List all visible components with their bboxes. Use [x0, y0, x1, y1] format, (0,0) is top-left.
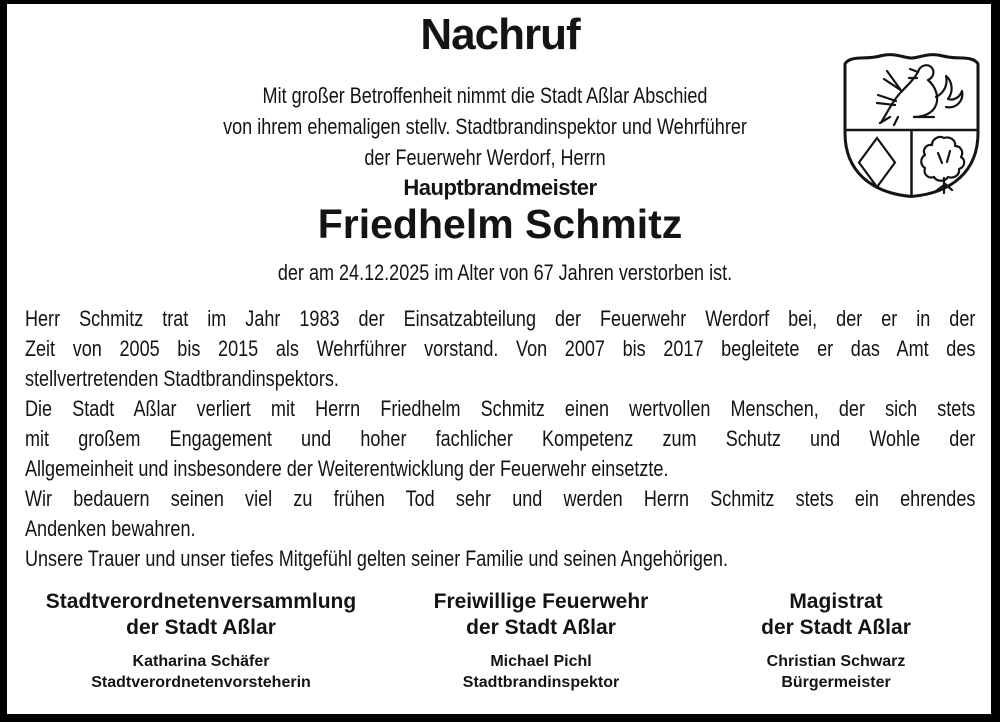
- organization-line: der Stadt Aßlar: [126, 616, 276, 639]
- body-line: Unsere Trauer und unser tiefes Mitgefühl gelten seiner Familie und seinen Angehörigen.: [25, 546, 728, 571]
- signer-name: Katharina Schäfer: [132, 653, 270, 670]
- organization-name: [686, 589, 986, 641]
- organization-name: [391, 589, 691, 641]
- organization-line: Magistrat: [789, 590, 883, 613]
- body-line: mit großem Engagement und hoher fachlicher Kompetenz zum Schutz und Wohle der: [25, 426, 976, 451]
- signer-block: [391, 651, 691, 693]
- intro-block: [25, 80, 945, 173]
- obituary-body: [25, 304, 975, 574]
- death-date-line: der am 24.12.2025 im Alter von 67 Jahren verstorben ist.: [277, 260, 733, 285]
- signer-role: Bürgermeister: [781, 674, 891, 691]
- signer-block: [686, 651, 986, 693]
- body-line: Herr Schmitz trat im Jahr 1983 der Einsatzabteilung der Feuerwehr Werdorf bei, der er in der: [25, 306, 976, 331]
- organization-line: Freiwillige Feuerwehr: [433, 590, 649, 613]
- organization-line: der Stadt Aßlar: [761, 616, 911, 639]
- body-line: Wir bedauern seinen viel zu frühen Tod sehr und werden Herrn Schmitz stets ein ehrendes: [25, 486, 976, 511]
- signer-role: Stadtverordnetenvorsteherin: [91, 674, 311, 691]
- signer-name: Christian Schwarz: [766, 653, 906, 670]
- intro-line: der Feuerwehr Werdorf, Herrn: [364, 145, 606, 170]
- organization-line: Stadtverordnetenversammlung: [45, 590, 357, 613]
- body-line: stellvertretenden Stadtbrandinspektors.: [25, 366, 339, 391]
- intro-line: Mit großer Betroffenheit nimmt die Stadt Aßlar Abschied: [262, 83, 708, 108]
- rank-line: Hauptbrandmeister: [403, 175, 597, 200]
- body-line: Zeit von 2005 bis 2015 als Wehrführer vorstand. Von 2007 bis 2017 begleitete er das Amt des: [25, 336, 976, 361]
- body-line: Allgemeinheit und insbesondere der Weiterentwicklung der Feuerwehr einsetzte.: [25, 456, 669, 481]
- organization-line: der Stadt Aßlar: [466, 616, 616, 639]
- signature-column-feuerwehr: [391, 589, 691, 693]
- signature-column-stadtverordnetenversammlung: [21, 589, 381, 693]
- signature-column-magistrat: [686, 589, 986, 693]
- intro-line: von ihrem ehemaligen stellv. Stadtbrandinspektor und Wehrführer: [223, 114, 747, 139]
- body-line: Andenken bewahren.: [25, 516, 196, 541]
- deceased-name: Friedhelm Schmitz: [317, 201, 683, 247]
- signer-name: Michael Pichl: [490, 653, 592, 670]
- signer-block: [21, 651, 381, 693]
- obituary-title: Nachruf: [420, 10, 580, 59]
- signer-role: Stadtbrandinspektor: [462, 674, 620, 691]
- body-line: Die Stadt Aßlar verliert mit Herrn Friedhelm Schmitz einen wertvollen Menschen, der sich stets: [25, 396, 976, 421]
- organization-name: [21, 589, 381, 641]
